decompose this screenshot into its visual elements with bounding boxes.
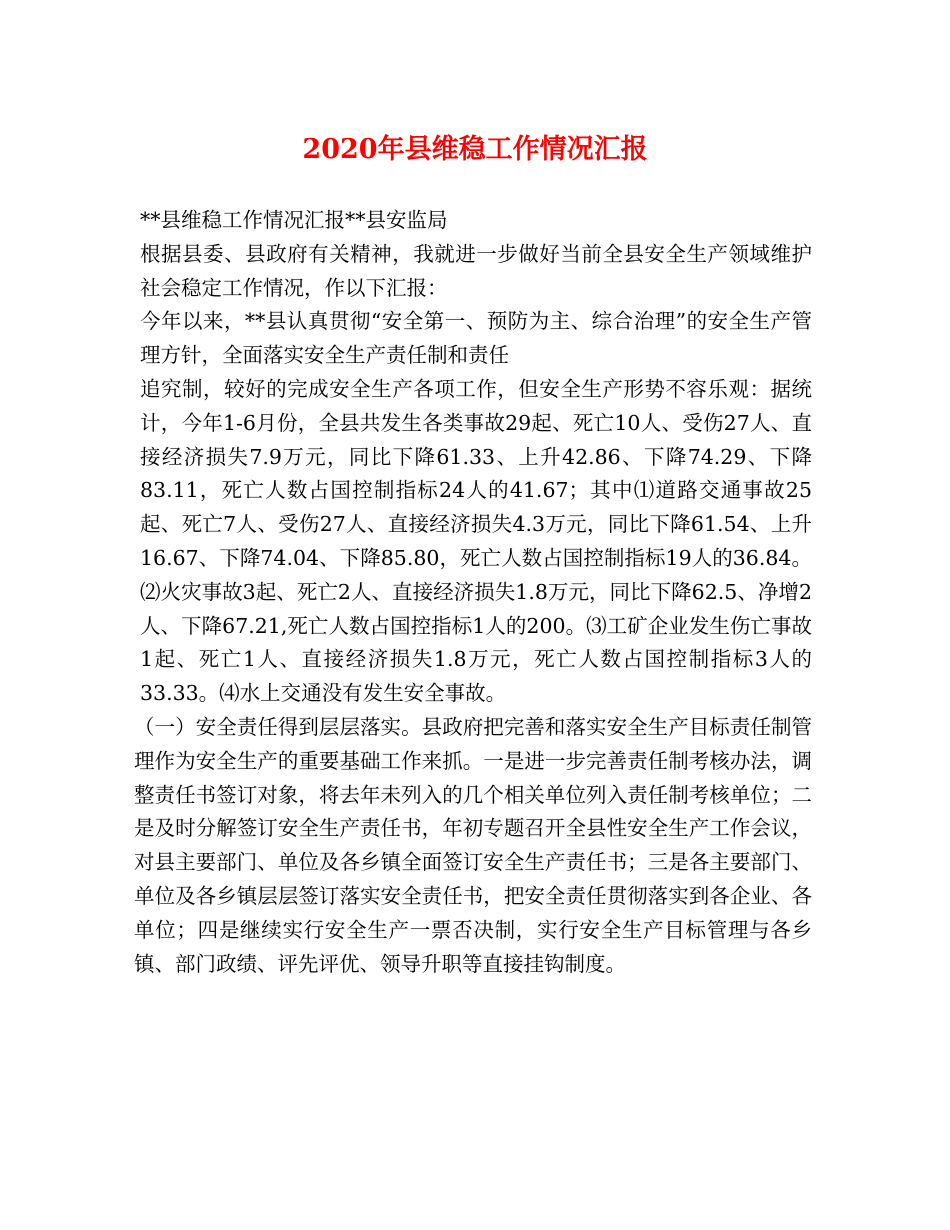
paragraph-header: **县维稳工作情况汇报**县安监局 (140, 208, 448, 232)
document-title: 2020年县维稳工作情况汇报 (302, 134, 648, 165)
paragraph-policy: 今年以来，**县认真贯彻“安全第一、预防为主、综合治理”的安全生产管理方针，全面落实安全生产责任制和责任 (140, 309, 812, 368)
paragraph-section-one: （一）安全责任得到层层落实。县政府把完善和落实安全生产目标责任制管理作为安全生产的重要基础工作来抓。一是进一步完善责任制考核办法，调整责任书签订对象，将去年未列入的几个相关单位列入责任制考核单位；二是及时分解签订安全生产责任书，年初专题召开全县性安全生产工作会议，对县主要部门、单位及各乡镇全面签订安全生产责任书；三是各主要部门、单位及各乡镇层层签订落实安全责任书，把安全责任贯彻落实到各企业、各单位；四是继续实行安全生产一票否决制，实行安全生产目标管理与各乡镇、部门政绩、评先评优、领导升职等直接挂钩制度。 (134, 714, 812, 976)
paragraph-statistics: 追究制，较好的完成安全生产各项工作，但安全生产形势不容乐观：据统计，今年1-6月份，全县共发生各类事故29起、死亡10人、受伤27人、直接经济损失7.9万元，同比下降61.33、上升42.86、下降74.29、下降83.11，死亡人数占国控制指标24人的41.67；其中⑴道路交通事故25起、死亡7人、受伤27人、直接经济损失4.3万元，同比下降61.54、上升16.67、下降74.04、下降85.80，死亡人数占国控制指标19人的36.84。⑵火灾事故3起、死亡2人、直接经济损失1.8万元，同比下降62.5、净增2人、下降67.21,死亡人数占国控指标1人的200。⑶工矿企业发生伤亡事故1起、死亡1人、直接经济损失1.8万元，死亡人数占国控制指标3人的33.33。⑷水上交通没有发生安全事故。 (140, 376, 812, 706)
document-body (134, 204, 812, 981)
paragraph-intro: 根据县委、县政府有关精神，我就进一步做好当前全县安全生产领域维护社会稳定工作情况，作以下汇报： (140, 241, 812, 300)
